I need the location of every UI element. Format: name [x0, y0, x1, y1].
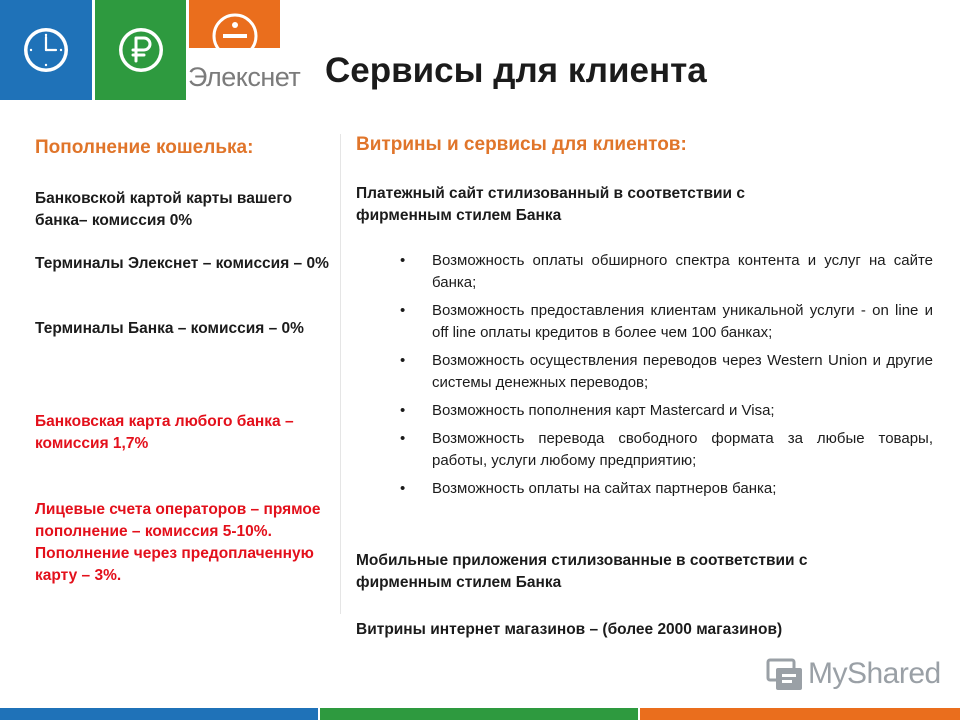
left-item-bank-card: Банковской картой карты вашего банка– комиссия 0%: [35, 190, 293, 229]
brand-name: Элекснет: [188, 62, 301, 92]
myshared-logo-icon: [765, 656, 805, 696]
list-item: • Возможность оплаты обширного спектра контента и услуг на сайте банка;: [400, 252, 933, 291]
left-item-any-bank-card: Банковская карта любого банка – комиссия 1,7%: [35, 413, 294, 452]
bullet-icon: •: [400, 352, 406, 369]
web-shops-title: Витрины интернет магазинов – (более 2000 магазинов): [356, 621, 783, 638]
bullet-icon: •: [400, 480, 406, 497]
footer-bar-green: [320, 708, 638, 720]
ruble-icon: [115, 24, 167, 76]
bullet-icon: •: [400, 430, 406, 447]
bullet-icon: •: [400, 402, 406, 419]
bullet-icon: •: [400, 252, 406, 269]
list-item: • Возможность оплаты на сайтах партнеров банка;: [400, 478, 933, 500]
ruble-tile: [95, 0, 186, 100]
list-item: • Возможность осуществления переводов через Western Union и другие системы денежных переводов;: [400, 352, 933, 391]
footer-bar-orange: [640, 708, 960, 720]
feature-list: [400, 250, 933, 506]
left-item-operator-accounts: Лицевые счета операторов – прямое пополнение – комиссия 5-10%. Пополнение через предоплаченную карту – 3%.: [35, 501, 321, 584]
footer-bar-blue: [0, 708, 318, 720]
mobile-apps-title: Мобильные приложения стилизованные в соответствии с фирменным стилем Банка: [356, 552, 808, 591]
list-item: • Возможность предоставления клиентам уникальной услуги - on line и off line оплаты кредитов в более чем 100 банках;: [400, 302, 933, 341]
clock-tile: [0, 0, 92, 100]
clock-icon: [20, 24, 72, 76]
left-item-bank-terminals: Терминалы Банка – комиссия – 0%: [35, 320, 304, 337]
list-item: • Возможность пополнения карт Mastercard и Visa;: [400, 400, 933, 422]
payment-site-title: Платежный сайт стилизованный в соответствии с фирменным стилем Банка: [356, 185, 745, 224]
page-title: Сервисы для клиента: [325, 51, 707, 90]
left-item-elecsnet-terminals: Терминалы Элекснет – комиссия – 0%: [35, 255, 329, 272]
watermark-text: MyShared: [808, 657, 941, 690]
left-heading: Пополнение кошелька:: [35, 137, 254, 158]
list-item: • Возможность перевода свободного формата за любые товары, работы, услуги любому предприятию;: [400, 430, 933, 469]
column-divider: [340, 134, 341, 614]
right-heading: Витрины и сервисы для клиентов:: [356, 134, 687, 155]
bullet-icon: •: [400, 302, 406, 319]
